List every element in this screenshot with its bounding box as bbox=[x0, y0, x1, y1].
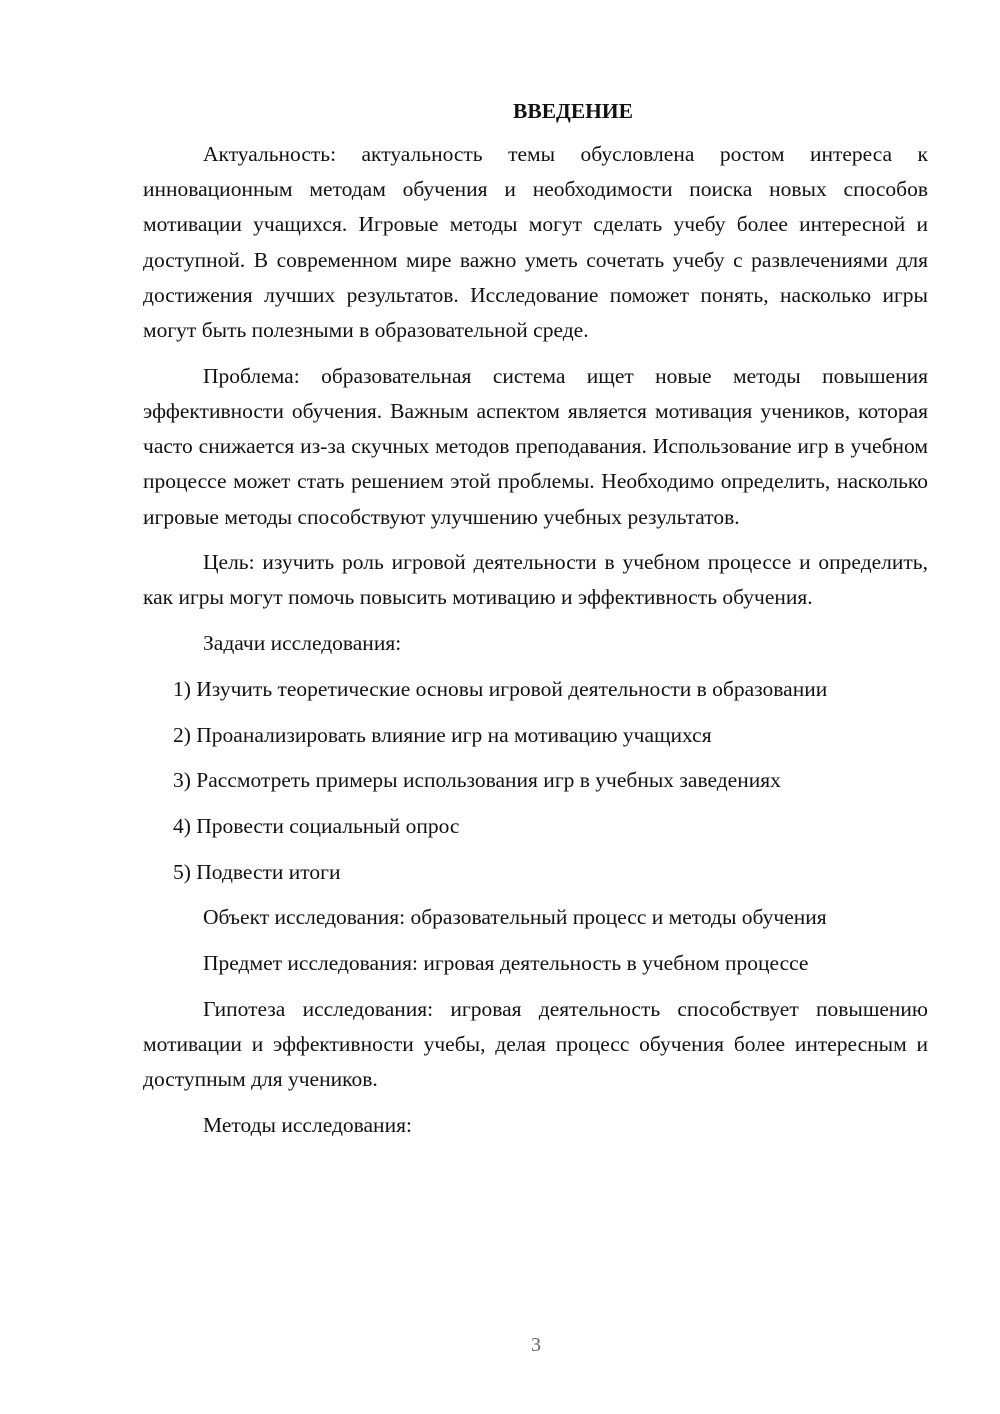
subject-paragraph: Предмет исследования: игровая деятельность в учебном процессе bbox=[203, 951, 809, 976]
task-item-5: 5) Подвести итоги bbox=[173, 859, 341, 884]
hypothesis-paragraph: Гипотеза исследования: игровая деятельность способствует повышению мотивации и эффективности учебы, делая процесс обучения более интересным и доступным для учеников. bbox=[143, 996, 928, 1092]
object-paragraph: Объект исследования: образовательный процесс и методы обучения bbox=[203, 905, 827, 930]
problem-paragraph: Проблема: образовательная система ищет новые методы повышения эффективности обучения. Важным аспектом является мотивация учеников, которая часто снижается из-за скучных методов преподавания. Использование игр в учебном процессе может стать решением этой проблемы. Необходимо определить, насколько игровые методы способствуют улучшению учебных результатов. bbox=[143, 363, 928, 529]
methods-title: Методы исследования: bbox=[203, 1112, 412, 1137]
task-item-3: 3) Рассмотреть примеры использования игр в учебных заведениях bbox=[173, 768, 781, 793]
page-number: 3 bbox=[531, 1334, 541, 1356]
tasks-title: Задачи исследования: bbox=[203, 631, 402, 656]
task-item-2: 2) Проанализировать влияние игр на мотивацию учащихся bbox=[173, 722, 712, 747]
section-heading: ВВЕДЕНИЕ bbox=[513, 99, 633, 123]
page-content bbox=[143, 96, 928, 1154]
goal-paragraph: Цель: изучить роль игровой деятельности в учебном процессе и определить, как игры могут помочь повысить мотивацию и эффективность обучения. bbox=[143, 550, 928, 610]
task-item-1: 1) Изучить теоретические основы игровой деятельности в образовании bbox=[173, 676, 828, 701]
relevance-paragraph: Актуальность: актуальность темы обусловлена ростом интереса к инновационным методам обучения и необходимости поиска новых способов мотивации учащихся. Игровые методы могут сделать учебу более интересной и доступной. В современном мире важно уметь сочетать учебу с развлечениями для достижения лучших результатов. Исследование поможет понять, насколько игры могут быть полезными в образовательной среде. bbox=[143, 142, 928, 343]
task-item-4: 4) Провести социальный опрос bbox=[173, 813, 460, 838]
tasks-list bbox=[143, 672, 928, 890]
